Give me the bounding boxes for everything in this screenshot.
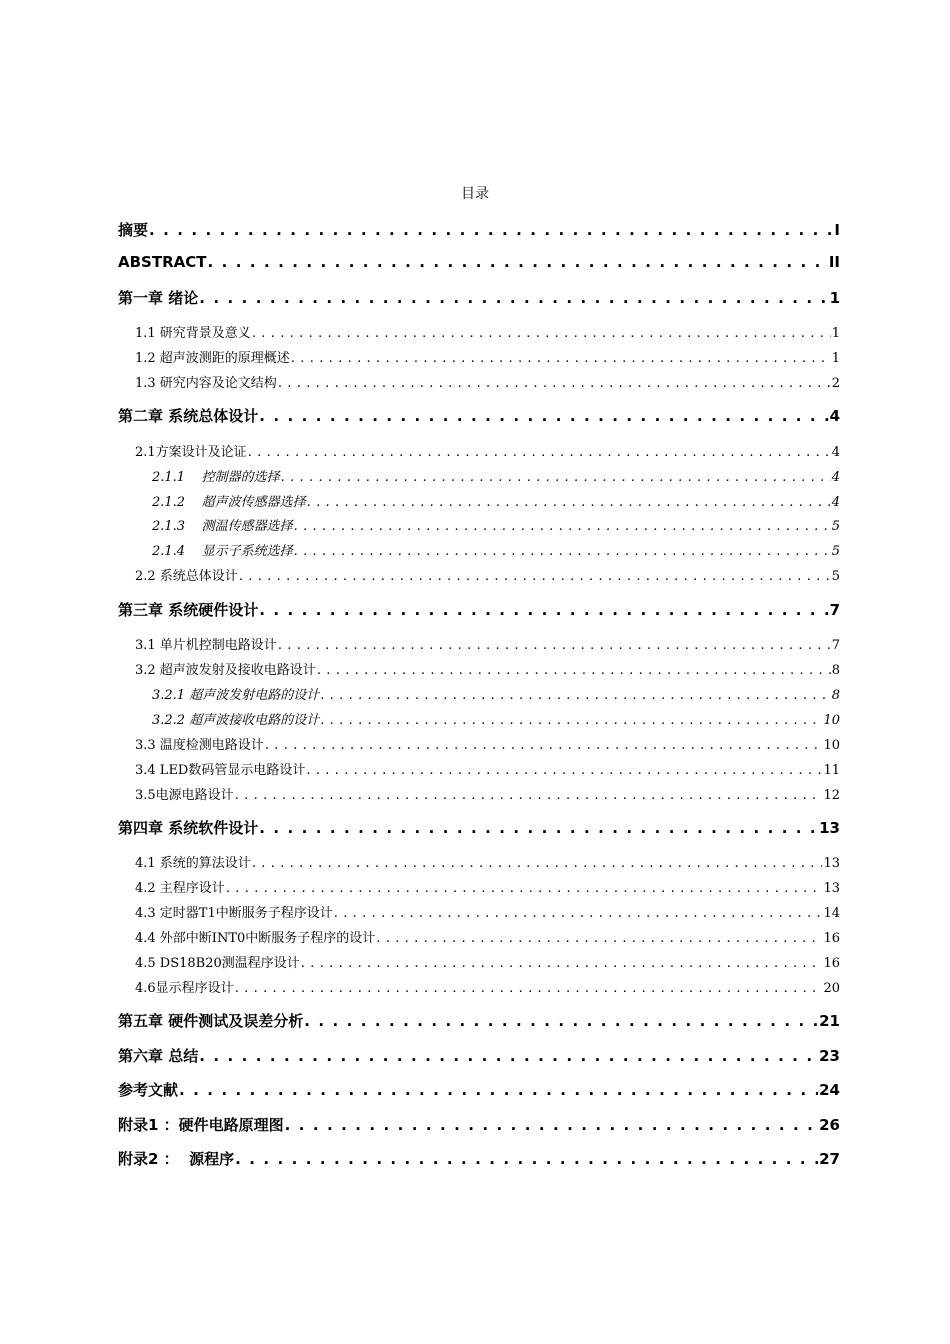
toc-entry-page: 1	[829, 289, 840, 307]
toc-entry-page: 5	[831, 544, 840, 559]
toc-leader-dots	[376, 931, 822, 946]
toc-leader-dots	[259, 407, 828, 425]
toc-leader-dots	[199, 289, 828, 307]
toc-entry-label: 1.2 超声波测距的原理概述	[135, 351, 290, 366]
toc-leader-dots	[334, 906, 823, 921]
toc-leader-dots	[265, 738, 823, 753]
toc-entry-page: 4	[831, 495, 840, 510]
toc-entry[interactable]	[118, 405, 840, 427]
toc-entry-page: 1	[831, 326, 840, 341]
toc-entry[interactable]	[152, 709, 840, 729]
toc-leader-dots	[248, 445, 831, 460]
toc-entry-page: 23	[819, 1047, 840, 1065]
toc-leader-dots	[259, 819, 818, 837]
toc-leader-dots	[281, 470, 831, 485]
toc-entry[interactable]	[135, 877, 840, 897]
toc-entry-page: 16	[823, 931, 840, 946]
toc-entry[interactable]	[118, 817, 840, 839]
toc-entry[interactable]	[118, 599, 840, 621]
toc-entry[interactable]	[152, 491, 840, 511]
toc-entry-label: 1.3 研究内容及论文结构	[135, 376, 277, 391]
toc-entry-page: 16	[823, 956, 840, 971]
toc-entry[interactable]	[135, 784, 840, 804]
toc-leader-dots	[235, 1150, 818, 1168]
toc-entry-label: 第一章 绪论	[118, 289, 199, 307]
toc-leader-dots	[304, 1012, 818, 1030]
toc-leader-dots	[207, 253, 827, 271]
toc-entry-label: 2.1方案设计及论证	[135, 445, 247, 460]
toc-entry[interactable]	[135, 565, 840, 585]
toc-leader-dots	[294, 544, 831, 559]
toc-entry[interactable]	[135, 759, 840, 779]
toc-entry-page: 13	[819, 819, 840, 837]
toc-entry[interactable]	[135, 852, 840, 872]
toc-entry-page: II	[828, 253, 840, 271]
toc-entry[interactable]	[135, 634, 840, 654]
toc-entry-page: 7	[831, 638, 840, 653]
toc-entry-page: 13	[823, 881, 840, 896]
toc-entry[interactable]	[118, 1148, 840, 1170]
toc-entry-label: 第六章 总结	[118, 1047, 199, 1065]
toc-entry-label: 附录1 ：硬件电路原理图	[118, 1116, 284, 1134]
toc-leader-dots	[235, 788, 823, 803]
toc-entry-page: 20	[823, 981, 840, 996]
toc-entry-page: 24	[819, 1081, 840, 1099]
toc-entry-page: 5	[831, 569, 840, 584]
toc-entry-page: 27	[819, 1150, 840, 1168]
toc-entry-label: 4.6显示程序设计	[135, 981, 234, 996]
toc-entry-label: ABSTRACT	[118, 253, 207, 271]
toc-entry-label: 3.2.2 超声波接收电路的设计	[152, 713, 320, 728]
toc-entry[interactable]	[118, 1010, 840, 1032]
toc-entry-label: 第二章 系统总体设计	[118, 407, 259, 425]
toc-entry[interactable]	[135, 659, 840, 679]
toc-entry[interactable]	[135, 927, 840, 947]
toc-leader-dots	[301, 956, 823, 971]
toc-entry[interactable]	[135, 952, 840, 972]
toc-entry[interactable]	[135, 734, 840, 754]
toc-entry-page: 12	[823, 788, 840, 803]
toc-entry-label: 2.2 系统总体设计	[135, 569, 238, 584]
toc-leader-dots	[179, 1081, 818, 1099]
toc-entry-page: I	[834, 221, 840, 239]
toc-leader-dots	[278, 638, 831, 653]
toc-entry-label: 4.3 定时器T1中断服务子程序设计	[135, 906, 333, 921]
toc-entry[interactable]	[135, 441, 840, 461]
toc-entry-page: 1	[831, 351, 840, 366]
toc-leader-dots	[285, 1116, 818, 1134]
toc-leader-dots	[252, 856, 823, 871]
toc-entry[interactable]	[118, 1114, 840, 1136]
toc-leader-dots	[294, 519, 831, 534]
toc-entry[interactable]	[135, 372, 840, 392]
toc-entry-label: 3.4 LED数码管显示电路设计	[135, 763, 306, 778]
toc-entry[interactable]	[135, 977, 840, 997]
toc-entry[interactable]	[118, 287, 840, 309]
toc-leader-dots	[320, 688, 831, 703]
toc-entry[interactable]	[135, 902, 840, 922]
toc-leader-dots	[320, 713, 822, 728]
toc-entry-label: 参考文献	[118, 1081, 179, 1099]
toc-entry-label: 3.5电源电路设计	[135, 788, 234, 803]
toc-entry-label: 4.4 外部中断INT0中断服务子程序的设计	[135, 931, 376, 946]
toc-entry-page: 8	[831, 688, 840, 703]
toc-entry-label: 第三章 系统硬件设计	[118, 601, 259, 619]
toc-entry-page: 4	[829, 407, 840, 425]
toc-entry-page: 4	[831, 470, 840, 485]
toc-leader-dots	[278, 376, 831, 391]
toc-entry-label: 4.1 系统的算法设计	[135, 856, 251, 871]
toc-leader-dots	[317, 663, 831, 678]
toc-entry-label: 3.2.1 超声波发射电路的设计	[152, 688, 320, 703]
toc-entry-page: 13	[823, 856, 840, 871]
toc-entry-label: 3.2 超声波发射及接收电路设计	[135, 663, 316, 678]
toc-entry[interactable]	[135, 347, 840, 367]
toc-entry-page: 10	[823, 713, 840, 728]
toc-leader-dots	[306, 763, 822, 778]
toc-entry-label: 4.5 DS18B20测温程序设计	[135, 956, 300, 971]
toc-entry[interactable]	[118, 1079, 840, 1101]
toc-entry[interactable]	[118, 219, 840, 241]
toc-leader-dots	[259, 601, 828, 619]
toc-entry-page: 7	[829, 601, 840, 619]
toc-entry-label: 3.3 温度检测电路设计	[135, 738, 264, 753]
toc-entry-page: 14	[823, 906, 840, 921]
toc-entry-label: 第五章 硬件测试及误差分析	[118, 1012, 304, 1030]
toc-entry-page: 26	[819, 1116, 840, 1134]
toc-entry[interactable]	[152, 466, 840, 486]
toc-leader-dots	[291, 351, 831, 366]
toc-entry[interactable]	[152, 540, 840, 560]
toc-entry-label: 2.1.1 控制器的选择	[152, 470, 280, 485]
toc-entry-page: 5	[831, 519, 840, 534]
toc-entry-label: 1.1 研究背景及意义	[135, 326, 251, 341]
toc-entry[interactable]	[118, 253, 840, 275]
toc-entry-page: 21	[819, 1012, 840, 1030]
toc-entry-label: 3.1 单片机控制电路设计	[135, 638, 277, 653]
toc-leader-dots	[199, 1047, 818, 1065]
toc-entry-label: 4.2 主程序设计	[135, 881, 225, 896]
toc-entry[interactable]	[152, 515, 840, 535]
toc-leader-dots	[226, 881, 823, 896]
toc-entry[interactable]	[135, 322, 840, 342]
toc-entry-page: 11	[823, 763, 840, 778]
toc-entry-label: 摘要	[118, 221, 149, 239]
toc-entry-label: 2.1.3 测温传感器选择	[152, 519, 293, 534]
toc-entry[interactable]	[152, 684, 840, 704]
toc-leader-dots	[235, 981, 823, 996]
toc-leader-dots	[239, 569, 831, 584]
toc-leader-dots	[307, 495, 831, 510]
toc-entry-label: 2.1.4 显示子系统选择	[152, 544, 293, 559]
toc-entry-page: 8	[831, 663, 840, 678]
toc-entry-page: 2	[831, 376, 840, 391]
toc-entry-label: 第四章 系统软件设计	[118, 819, 259, 837]
toc-entry-label: 附录2 ： 源程序	[118, 1150, 235, 1168]
toc-entry-page: 10	[823, 738, 840, 753]
toc-entry-page: 4	[831, 445, 840, 460]
toc-entry[interactable]	[118, 1045, 840, 1067]
toc-title: 目录	[461, 186, 489, 202]
toc-entry-label: 2.1.2 超声波传感器选择	[152, 495, 306, 510]
toc-leader-dots	[252, 326, 831, 341]
toc-leader-dots	[149, 221, 833, 239]
